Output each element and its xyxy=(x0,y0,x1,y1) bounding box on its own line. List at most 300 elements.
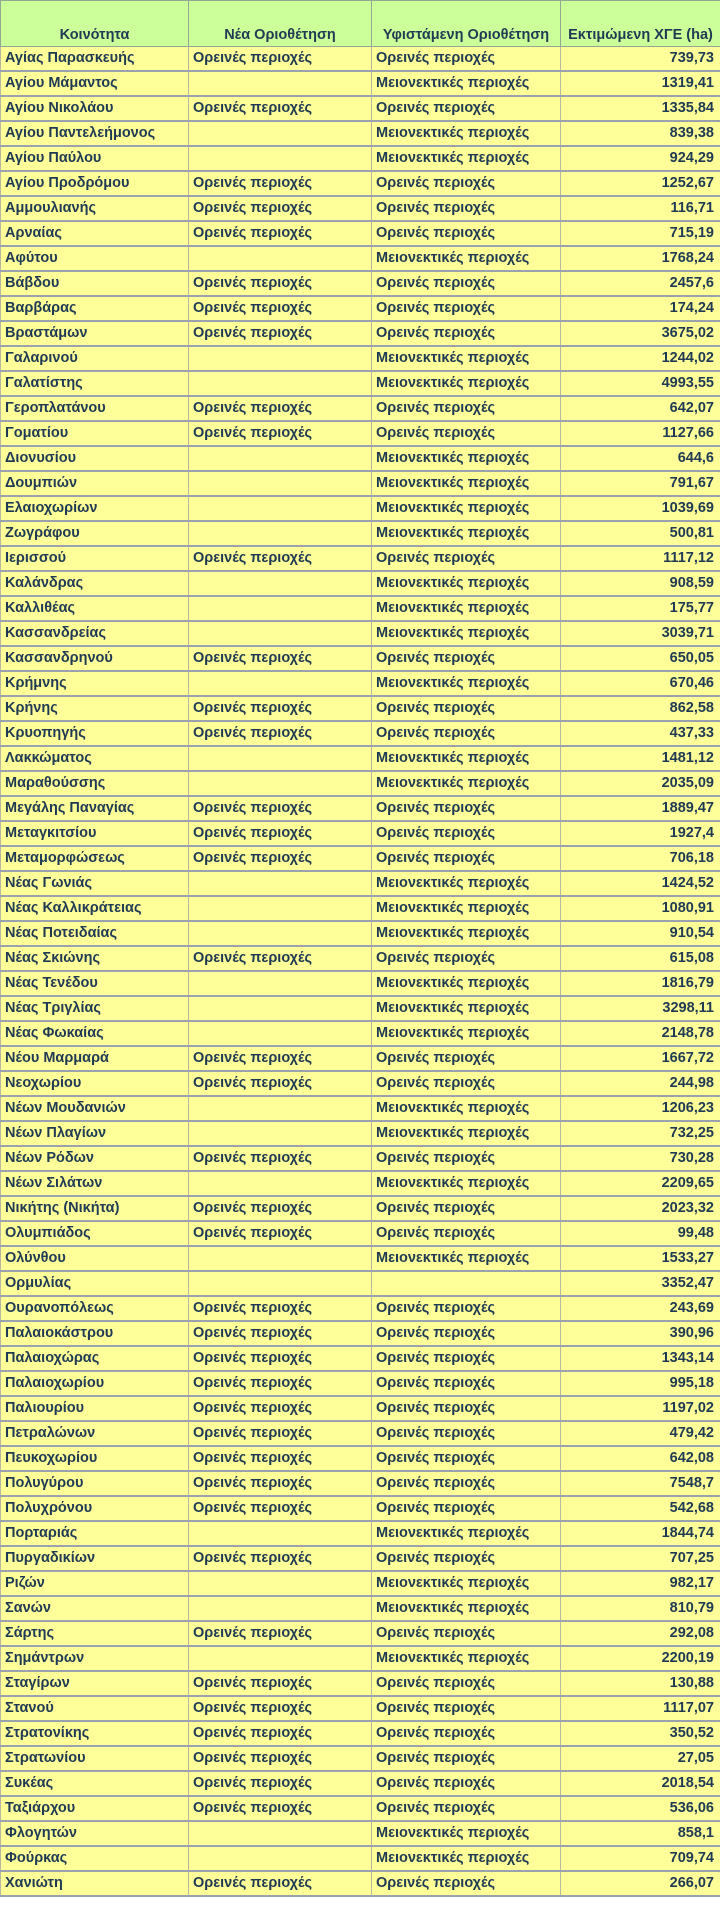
cell-existing-zoning[interactable]: Ορεινές περιοχές xyxy=(372,1771,561,1796)
cell-community[interactable]: Νέας Τριγλίας xyxy=(1,996,189,1021)
cell-existing-zoning[interactable]: Μειονεκτικές περιοχές xyxy=(372,1096,561,1121)
cell-new-zoning[interactable]: Ορεινές περιοχές xyxy=(189,1696,372,1721)
cell-existing-zoning[interactable]: Ορεινές περιοχές xyxy=(372,396,561,421)
cell-existing-zoning[interactable]: Ορεινές περιοχές xyxy=(372,1046,561,1071)
cell-existing-zoning[interactable]: Μειονεκτικές περιοχές xyxy=(372,521,561,546)
cell-community[interactable]: Σημάντρων xyxy=(1,1646,189,1671)
cell-area[interactable]: 650,05 xyxy=(561,646,720,671)
cell-existing-zoning[interactable]: Ορεινές περιοχές xyxy=(372,1621,561,1646)
cell-area[interactable]: 3039,71 xyxy=(561,621,720,646)
cell-area[interactable]: 390,96 xyxy=(561,1321,720,1346)
cell-area[interactable]: 739,73 xyxy=(561,47,720,72)
cell-existing-zoning[interactable]: Ορεινές περιοχές xyxy=(372,821,561,846)
cell-area[interactable]: 839,38 xyxy=(561,121,720,146)
cell-existing-zoning[interactable]: Ορεινές περιοχές xyxy=(372,696,561,721)
cell-area[interactable]: 1117,12 xyxy=(561,546,720,571)
cell-area[interactable]: 1533,27 xyxy=(561,1246,720,1271)
cell-area[interactable]: 2018,54 xyxy=(561,1771,720,1796)
cell-new-zoning[interactable] xyxy=(189,371,372,396)
cell-area[interactable]: 862,58 xyxy=(561,696,720,721)
cell-area[interactable]: 995,18 xyxy=(561,1371,720,1396)
cell-area[interactable]: 1080,91 xyxy=(561,896,720,921)
cell-community[interactable]: Φλογητών xyxy=(1,1821,189,1846)
cell-existing-zoning[interactable]: Ορεινές περιοχές xyxy=(372,796,561,821)
header-existing-zoning[interactable]: Υφιστάμενη Οριοθέτηση xyxy=(372,1,561,47)
header-community[interactable]: Κοινότητα xyxy=(1,1,189,47)
cell-area[interactable]: 644,6 xyxy=(561,446,720,471)
cell-area[interactable]: 924,29 xyxy=(561,146,720,171)
cell-area[interactable]: 479,42 xyxy=(561,1421,720,1446)
cell-existing-zoning[interactable]: Ορεινές περιοχές xyxy=(372,1496,561,1521)
cell-community[interactable]: Νέων Ρόδων xyxy=(1,1146,189,1171)
cell-community[interactable]: Νέας Σκιώνης xyxy=(1,946,189,971)
cell-existing-zoning[interactable]: Μειονεκτικές περιοχές xyxy=(372,1246,561,1271)
cell-community[interactable]: Ουρανοπόλεως xyxy=(1,1296,189,1321)
cell-community[interactable]: Ιερισσού xyxy=(1,546,189,571)
cell-community[interactable]: Σάρτης xyxy=(1,1621,189,1646)
cell-area[interactable]: 244,98 xyxy=(561,1071,720,1096)
cell-area[interactable]: 266,07 xyxy=(561,1871,720,1896)
cell-new-zoning[interactable] xyxy=(189,1821,372,1846)
cell-new-zoning[interactable]: Ορεινές περιοχές xyxy=(189,696,372,721)
cell-new-zoning[interactable] xyxy=(189,346,372,371)
cell-existing-zoning[interactable]: Μειονεκτικές περιοχές xyxy=(372,71,561,96)
cell-community[interactable]: Αγίου Παύλου xyxy=(1,146,189,171)
cell-existing-zoning[interactable]: Ορεινές περιοχές xyxy=(372,1721,561,1746)
cell-existing-zoning[interactable] xyxy=(372,1271,561,1296)
cell-new-zoning[interactable]: Ορεινές περιοχές xyxy=(189,1746,372,1771)
cell-existing-zoning[interactable]: Μειονεκτικές περιοχές xyxy=(372,571,561,596)
cell-community[interactable]: Νέας Γωνιάς xyxy=(1,871,189,896)
cell-community[interactable]: Παλαιοκάστρου xyxy=(1,1321,189,1346)
cell-existing-zoning[interactable]: Μειονεκτικές περιοχές xyxy=(372,146,561,171)
cell-community[interactable]: Νέας Καλλικράτειας xyxy=(1,896,189,921)
cell-area[interactable]: 615,08 xyxy=(561,946,720,971)
cell-area[interactable]: 642,08 xyxy=(561,1446,720,1471)
cell-new-zoning[interactable]: Ορεινές περιοχές xyxy=(189,721,372,746)
cell-community[interactable]: Καλάνδρας xyxy=(1,571,189,596)
cell-community[interactable]: Ολυμπιάδος xyxy=(1,1221,189,1246)
cell-new-zoning[interactable]: Ορεινές περιοχές xyxy=(189,1071,372,1096)
cell-existing-zoning[interactable]: Ορεινές περιοχές xyxy=(372,196,561,221)
cell-community[interactable]: Νεοχωρίου xyxy=(1,1071,189,1096)
cell-area[interactable]: 2023,32 xyxy=(561,1196,720,1221)
cell-area[interactable]: 1319,41 xyxy=(561,71,720,96)
cell-community[interactable]: Αρναίας xyxy=(1,221,189,246)
cell-new-zoning[interactable] xyxy=(189,246,372,271)
cell-community[interactable]: Πετραλώνων xyxy=(1,1421,189,1446)
cell-existing-zoning[interactable]: Μειονεκτικές περιοχές xyxy=(372,1646,561,1671)
cell-area[interactable]: 1481,12 xyxy=(561,746,720,771)
cell-existing-zoning[interactable]: Ορεινές περιοχές xyxy=(372,1871,561,1896)
cell-new-zoning[interactable]: Ορεινές περιοχές xyxy=(189,421,372,446)
cell-community[interactable]: Νέων Σιλάτων xyxy=(1,1171,189,1196)
cell-community[interactable]: Πολυγύρου xyxy=(1,1471,189,1496)
cell-new-zoning[interactable]: Ορεινές περιοχές xyxy=(189,646,372,671)
cell-community[interactable]: Χανιώτη xyxy=(1,1871,189,1896)
cell-existing-zoning[interactable]: Μειονεκτικές περιοχές xyxy=(372,1846,561,1871)
cell-area[interactable]: 982,17 xyxy=(561,1571,720,1596)
cell-area[interactable]: 99,48 xyxy=(561,1221,720,1246)
cell-area[interactable]: 3298,11 xyxy=(561,996,720,1021)
cell-community[interactable]: Αγίου Μάμαντος xyxy=(1,71,189,96)
cell-community[interactable]: Αγίου Νικολάου xyxy=(1,96,189,121)
cell-new-zoning[interactable] xyxy=(189,746,372,771)
cell-community[interactable]: Νέου Μαρμαρά xyxy=(1,1046,189,1071)
cell-new-zoning[interactable] xyxy=(189,1096,372,1121)
cell-existing-zoning[interactable]: Μειονεκτικές περιοχές xyxy=(372,246,561,271)
cell-new-zoning[interactable]: Ορεινές περιοχές xyxy=(189,1496,372,1521)
cell-existing-zoning[interactable]: Ορεινές περιοχές xyxy=(372,171,561,196)
cell-new-zoning[interactable] xyxy=(189,1271,372,1296)
cell-community[interactable]: Πευκοχωρίου xyxy=(1,1446,189,1471)
cell-existing-zoning[interactable]: Ορεινές περιοχές xyxy=(372,1146,561,1171)
cell-existing-zoning[interactable]: Μειονεκτικές περιοχές xyxy=(372,1596,561,1621)
header-area[interactable]: Εκτιμώμενη ΧΓΕ (ha) xyxy=(561,1,720,47)
cell-area[interactable]: 1335,84 xyxy=(561,96,720,121)
cell-community[interactable]: Φούρκας xyxy=(1,1846,189,1871)
cell-area[interactable]: 1127,66 xyxy=(561,421,720,446)
cell-existing-zoning[interactable]: Ορεινές περιοχές xyxy=(372,421,561,446)
cell-community[interactable]: Μεγάλης Παναγίας xyxy=(1,796,189,821)
cell-new-zoning[interactable]: Ορεινές περιοχές xyxy=(189,1621,372,1646)
cell-area[interactable]: 709,74 xyxy=(561,1846,720,1871)
cell-area[interactable]: 116,71 xyxy=(561,196,720,221)
cell-new-zoning[interactable] xyxy=(189,121,372,146)
cell-community[interactable]: Κασσανδρηνού xyxy=(1,646,189,671)
cell-area[interactable]: 175,77 xyxy=(561,596,720,621)
cell-existing-zoning[interactable]: Μειονεκτικές περιοχές xyxy=(372,871,561,896)
cell-existing-zoning[interactable]: Μειονεκτικές περιοχές xyxy=(372,771,561,796)
cell-area[interactable]: 1424,52 xyxy=(561,871,720,896)
cell-existing-zoning[interactable]: Μειονεκτικές περιοχές xyxy=(372,746,561,771)
cell-area[interactable]: 500,81 xyxy=(561,521,720,546)
cell-new-zoning[interactable] xyxy=(189,71,372,96)
cell-new-zoning[interactable] xyxy=(189,471,372,496)
cell-community[interactable]: Πορταριάς xyxy=(1,1521,189,1546)
cell-community[interactable]: Ολύνθου xyxy=(1,1246,189,1271)
cell-community[interactable]: Γαλαρινού xyxy=(1,346,189,371)
cell-new-zoning[interactable]: Ορεινές περιοχές xyxy=(189,1671,372,1696)
cell-area[interactable]: 2148,78 xyxy=(561,1021,720,1046)
cell-area[interactable]: 130,88 xyxy=(561,1671,720,1696)
cell-existing-zoning[interactable]: Μειονεκτικές περιοχές xyxy=(372,896,561,921)
cell-new-zoning[interactable]: Ορεινές περιοχές xyxy=(189,846,372,871)
cell-community[interactable]: Αγίου Προδρόμου xyxy=(1,171,189,196)
cell-existing-zoning[interactable]: Μειονεκτικές περιοχές xyxy=(372,446,561,471)
cell-community[interactable]: Νέων Μουδανιών xyxy=(1,1096,189,1121)
cell-community[interactable]: Σανών xyxy=(1,1596,189,1621)
cell-community[interactable]: Σταγίρων xyxy=(1,1671,189,1696)
cell-new-zoning[interactable] xyxy=(189,1646,372,1671)
cell-new-zoning[interactable]: Ορεινές περιοχές xyxy=(189,96,372,121)
cell-area[interactable]: 1844,74 xyxy=(561,1521,720,1546)
cell-community[interactable]: Ορμυλίας xyxy=(1,1271,189,1296)
cell-new-zoning[interactable]: Ορεινές περιοχές xyxy=(189,546,372,571)
cell-new-zoning[interactable] xyxy=(189,596,372,621)
cell-area[interactable]: 243,69 xyxy=(561,1296,720,1321)
cell-existing-zoning[interactable]: Ορεινές περιοχές xyxy=(372,1671,561,1696)
cell-new-zoning[interactable]: Ορεινές περιοχές xyxy=(189,1471,372,1496)
cell-community[interactable]: Νέων Πλαγίων xyxy=(1,1121,189,1146)
cell-new-zoning[interactable] xyxy=(189,521,372,546)
cell-existing-zoning[interactable]: Μειονεκτικές περιοχές xyxy=(372,1021,561,1046)
cell-area[interactable]: 908,59 xyxy=(561,571,720,596)
cell-existing-zoning[interactable]: Ορεινές περιοχές xyxy=(372,1296,561,1321)
cell-new-zoning[interactable]: Ορεινές περιοχές xyxy=(189,196,372,221)
cell-existing-zoning[interactable]: Ορεινές περιοχές xyxy=(372,321,561,346)
cell-existing-zoning[interactable]: Ορεινές περιοχές xyxy=(372,1071,561,1096)
cell-community[interactable]: Διονυσίου xyxy=(1,446,189,471)
cell-area[interactable]: 1667,72 xyxy=(561,1046,720,1071)
cell-area[interactable]: 706,18 xyxy=(561,846,720,871)
cell-new-zoning[interactable]: Ορεινές περιοχές xyxy=(189,396,372,421)
cell-existing-zoning[interactable]: Ορεινές περιοχές xyxy=(372,1421,561,1446)
cell-existing-zoning[interactable]: Ορεινές περιοχές xyxy=(372,1471,561,1496)
cell-community[interactable]: Στρατονίκης xyxy=(1,1721,189,1746)
cell-existing-zoning[interactable]: Ορεινές περιοχές xyxy=(372,1371,561,1396)
cell-community[interactable]: Κασσανδρείας xyxy=(1,621,189,646)
cell-existing-zoning[interactable]: Μειονεκτικές περιοχές xyxy=(372,121,561,146)
cell-community[interactable]: Πολυχρόνου xyxy=(1,1496,189,1521)
cell-existing-zoning[interactable]: Ορεινές περιοχές xyxy=(372,946,561,971)
cell-new-zoning[interactable]: Ορεινές περιοχές xyxy=(189,1721,372,1746)
cell-area[interactable]: 732,25 xyxy=(561,1121,720,1146)
cell-area[interactable]: 858,1 xyxy=(561,1821,720,1846)
cell-area[interactable]: 3352,47 xyxy=(561,1271,720,1296)
cell-area[interactable]: 1889,47 xyxy=(561,796,720,821)
cell-existing-zoning[interactable]: Μειονεκτικές περιοχές xyxy=(372,621,561,646)
cell-community[interactable]: Μαραθούσσης xyxy=(1,771,189,796)
cell-community[interactable]: Γοματίου xyxy=(1,421,189,446)
cell-new-zoning[interactable] xyxy=(189,1246,372,1271)
cell-existing-zoning[interactable]: Μειονεκτικές περιοχές xyxy=(372,496,561,521)
cell-existing-zoning[interactable]: Μειονεκτικές περιοχές xyxy=(372,1571,561,1596)
cell-existing-zoning[interactable]: Ορεινές περιοχές xyxy=(372,1346,561,1371)
cell-existing-zoning[interactable]: Ορεινές περιοχές xyxy=(372,721,561,746)
cell-area[interactable]: 810,79 xyxy=(561,1596,720,1621)
cell-new-zoning[interactable]: Ορεινές περιοχές xyxy=(189,1296,372,1321)
cell-area[interactable]: 174,24 xyxy=(561,296,720,321)
cell-existing-zoning[interactable]: Ορεινές περιοχές xyxy=(372,1796,561,1821)
cell-community[interactable]: Γαλατίστης xyxy=(1,371,189,396)
cell-community[interactable]: Στανού xyxy=(1,1696,189,1721)
cell-community[interactable]: Νέας Φωκαίας xyxy=(1,1021,189,1046)
cell-new-zoning[interactable] xyxy=(189,971,372,996)
cell-community[interactable]: Παλιουρίου xyxy=(1,1396,189,1421)
cell-community[interactable]: Κρήμνης xyxy=(1,671,189,696)
cell-new-zoning[interactable]: Ορεινές περιοχές xyxy=(189,1421,372,1446)
cell-existing-zoning[interactable]: Ορεινές περιοχές xyxy=(372,846,561,871)
cell-community[interactable]: Μεταμορφώσεως xyxy=(1,846,189,871)
cell-existing-zoning[interactable]: Μειονεκτικές περιοχές xyxy=(372,996,561,1021)
cell-area[interactable]: 27,05 xyxy=(561,1746,720,1771)
cell-area[interactable]: 1927,4 xyxy=(561,821,720,846)
cell-existing-zoning[interactable]: Μειονεκτικές περιοχές xyxy=(372,346,561,371)
cell-new-zoning[interactable]: Ορεινές περιοχές xyxy=(189,946,372,971)
cell-area[interactable]: 1768,24 xyxy=(561,246,720,271)
cell-new-zoning[interactable]: Ορεινές περιοχές xyxy=(189,1871,372,1896)
cell-community[interactable]: Μεταγκιτσίου xyxy=(1,821,189,846)
cell-existing-zoning[interactable]: Μειονεκτικές περιοχές xyxy=(372,671,561,696)
cell-community[interactable]: Δουμπιών xyxy=(1,471,189,496)
cell-area[interactable]: 642,07 xyxy=(561,396,720,421)
cell-community[interactable]: Ταξιάρχου xyxy=(1,1796,189,1821)
cell-area[interactable]: 1816,79 xyxy=(561,971,720,996)
cell-new-zoning[interactable]: Ορεινές περιοχές xyxy=(189,1396,372,1421)
cell-community[interactable]: Βραστάμων xyxy=(1,321,189,346)
cell-existing-zoning[interactable]: Ορεινές περιοχές xyxy=(372,1196,561,1221)
cell-existing-zoning[interactable]: Ορεινές περιοχές xyxy=(372,1396,561,1421)
cell-new-zoning[interactable]: Ορεινές περιοχές xyxy=(189,1146,372,1171)
cell-new-zoning[interactable] xyxy=(189,1171,372,1196)
cell-existing-zoning[interactable]: Μειονεκτικές περιοχές xyxy=(372,1521,561,1546)
cell-new-zoning[interactable]: Ορεινές περιοχές xyxy=(189,1546,372,1571)
cell-community[interactable]: Πυργαδικίων xyxy=(1,1546,189,1571)
cell-new-zoning[interactable]: Ορεινές περιοχές xyxy=(189,821,372,846)
cell-existing-zoning[interactable]: Ορεινές περιοχές xyxy=(372,646,561,671)
cell-existing-zoning[interactable]: Ορεινές περιοχές xyxy=(372,1446,561,1471)
cell-area[interactable]: 1206,23 xyxy=(561,1096,720,1121)
cell-new-zoning[interactable] xyxy=(189,571,372,596)
cell-new-zoning[interactable]: Ορεινές περιοχές xyxy=(189,1346,372,1371)
cell-existing-zoning[interactable]: Μειονεκτικές περιοχές xyxy=(372,1821,561,1846)
cell-area[interactable]: 1343,14 xyxy=(561,1346,720,1371)
cell-new-zoning[interactable]: Ορεινές περιοχές xyxy=(189,321,372,346)
cell-new-zoning[interactable] xyxy=(189,1596,372,1621)
cell-community[interactable]: Αγίου Παντελεήμονος xyxy=(1,121,189,146)
cell-existing-zoning[interactable]: Ορεινές περιοχές xyxy=(372,1321,561,1346)
cell-community[interactable]: Αγίας Παρασκευής xyxy=(1,47,189,72)
cell-new-zoning[interactable]: Ορεινές περιοχές xyxy=(189,1221,372,1246)
cell-area[interactable]: 350,52 xyxy=(561,1721,720,1746)
cell-new-zoning[interactable]: Ορεινές περιοχές xyxy=(189,1196,372,1221)
cell-existing-zoning[interactable]: Ορεινές περιοχές xyxy=(372,1546,561,1571)
cell-area[interactable]: 2035,09 xyxy=(561,771,720,796)
cell-community[interactable]: Αμμουλιανής xyxy=(1,196,189,221)
cell-new-zoning[interactable] xyxy=(189,996,372,1021)
cell-new-zoning[interactable] xyxy=(189,771,372,796)
cell-existing-zoning[interactable]: Ορεινές περιοχές xyxy=(372,221,561,246)
cell-area[interactable]: 715,19 xyxy=(561,221,720,246)
cell-existing-zoning[interactable]: Μειονεκτικές περιοχές xyxy=(372,371,561,396)
cell-community[interactable]: Παλαιοχωρίου xyxy=(1,1371,189,1396)
cell-area[interactable]: 707,25 xyxy=(561,1546,720,1571)
cell-existing-zoning[interactable]: Μειονεκτικές περιοχές xyxy=(372,1121,561,1146)
cell-community[interactable]: Ριζών xyxy=(1,1571,189,1596)
cell-area[interactable]: 1117,07 xyxy=(561,1696,720,1721)
cell-area[interactable]: 730,28 xyxy=(561,1146,720,1171)
cell-community[interactable]: Ζωγράφου xyxy=(1,521,189,546)
cell-existing-zoning[interactable]: Μειονεκτικές περιοχές xyxy=(372,1171,561,1196)
cell-new-zoning[interactable]: Ορεινές περιοχές xyxy=(189,1321,372,1346)
cell-new-zoning[interactable]: Ορεινές περιοχές xyxy=(189,221,372,246)
cell-community[interactable]: Στρατωνίου xyxy=(1,1746,189,1771)
cell-area[interactable]: 791,67 xyxy=(561,471,720,496)
cell-existing-zoning[interactable]: Μειονεκτικές περιοχές xyxy=(372,921,561,946)
cell-new-zoning[interactable]: Ορεινές περιοχές xyxy=(189,47,372,72)
cell-existing-zoning[interactable]: Μειονεκτικές περιοχές xyxy=(372,471,561,496)
cell-community[interactable]: Ελαιοχωρίων xyxy=(1,496,189,521)
cell-community[interactable]: Συκέας xyxy=(1,1771,189,1796)
cell-community[interactable]: Αφύτου xyxy=(1,246,189,271)
cell-community[interactable]: Καλλιθέας xyxy=(1,596,189,621)
cell-existing-zoning[interactable]: Μειονεκτικές περιοχές xyxy=(372,596,561,621)
cell-area[interactable]: 536,06 xyxy=(561,1796,720,1821)
cell-existing-zoning[interactable]: Μειονεκτικές περιοχές xyxy=(372,971,561,996)
cell-new-zoning[interactable] xyxy=(189,1846,372,1871)
cell-area[interactable]: 3675,02 xyxy=(561,321,720,346)
cell-existing-zoning[interactable]: Ορεινές περιοχές xyxy=(372,296,561,321)
cell-new-zoning[interactable] xyxy=(189,896,372,921)
cell-new-zoning[interactable] xyxy=(189,1121,372,1146)
cell-existing-zoning[interactable]: Ορεινές περιοχές xyxy=(372,1746,561,1771)
cell-existing-zoning[interactable]: Ορεινές περιοχές xyxy=(372,1696,561,1721)
cell-community[interactable]: Λακκώματος xyxy=(1,746,189,771)
header-new-zoning[interactable]: Νέα Οριοθέτηση xyxy=(189,1,372,47)
cell-new-zoning[interactable]: Ορεινές περιοχές xyxy=(189,796,372,821)
cell-existing-zoning[interactable]: Ορεινές περιοχές xyxy=(372,96,561,121)
cell-new-zoning[interactable] xyxy=(189,671,372,696)
cell-community[interactable]: Νέας Τενέδου xyxy=(1,971,189,996)
cell-new-zoning[interactable]: Ορεινές περιοχές xyxy=(189,1046,372,1071)
cell-existing-zoning[interactable]: Ορεινές περιοχές xyxy=(372,47,561,72)
cell-new-zoning[interactable] xyxy=(189,496,372,521)
cell-new-zoning[interactable] xyxy=(189,1571,372,1596)
cell-new-zoning[interactable] xyxy=(189,1521,372,1546)
cell-new-zoning[interactable]: Ορεινές περιοχές xyxy=(189,1446,372,1471)
cell-new-zoning[interactable] xyxy=(189,146,372,171)
cell-community[interactable]: Νικήτης (Νικήτα) xyxy=(1,1196,189,1221)
cell-new-zoning[interactable] xyxy=(189,446,372,471)
cell-area[interactable]: 4993,55 xyxy=(561,371,720,396)
cell-existing-zoning[interactable]: Ορεινές περιοχές xyxy=(372,1221,561,1246)
cell-community[interactable]: Κρήνης xyxy=(1,696,189,721)
cell-area[interactable]: 292,08 xyxy=(561,1621,720,1646)
cell-area[interactable]: 542,68 xyxy=(561,1496,720,1521)
cell-area[interactable]: 1039,69 xyxy=(561,496,720,521)
cell-new-zoning[interactable]: Ορεινές περιοχές xyxy=(189,271,372,296)
cell-community[interactable]: Νέας Ποτειδαίας xyxy=(1,921,189,946)
cell-new-zoning[interactable] xyxy=(189,1021,372,1046)
cell-community[interactable]: Βαρβάρας xyxy=(1,296,189,321)
cell-area[interactable]: 1197,02 xyxy=(561,1396,720,1421)
cell-area[interactable]: 437,33 xyxy=(561,721,720,746)
cell-new-zoning[interactable] xyxy=(189,921,372,946)
cell-area[interactable]: 1244,02 xyxy=(561,346,720,371)
cell-area[interactable]: 2200,19 xyxy=(561,1646,720,1671)
cell-area[interactable]: 670,46 xyxy=(561,671,720,696)
cell-community[interactable]: Κρυοπηγής xyxy=(1,721,189,746)
cell-area[interactable]: 2457,6 xyxy=(561,271,720,296)
cell-existing-zoning[interactable]: Ορεινές περιοχές xyxy=(372,546,561,571)
cell-new-zoning[interactable] xyxy=(189,621,372,646)
cell-community[interactable]: Γεροπλατάνου xyxy=(1,396,189,421)
cell-new-zoning[interactable]: Ορεινές περιοχές xyxy=(189,171,372,196)
cell-area[interactable]: 910,54 xyxy=(561,921,720,946)
cell-area[interactable]: 2209,65 xyxy=(561,1171,720,1196)
cell-new-zoning[interactable]: Ορεινές περιοχές xyxy=(189,1796,372,1821)
cell-new-zoning[interactable]: Ορεινές περιοχές xyxy=(189,1371,372,1396)
cell-new-zoning[interactable]: Ορεινές περιοχές xyxy=(189,1771,372,1796)
cell-new-zoning[interactable] xyxy=(189,871,372,896)
cell-community[interactable]: Παλαιοχώρας xyxy=(1,1346,189,1371)
cell-new-zoning[interactable]: Ορεινές περιοχές xyxy=(189,296,372,321)
cell-area[interactable]: 1252,67 xyxy=(561,171,720,196)
cell-area[interactable]: 7548,7 xyxy=(561,1471,720,1496)
cell-existing-zoning[interactable]: Ορεινές περιοχές xyxy=(372,271,561,296)
cell-community[interactable]: Βάβδου xyxy=(1,271,189,296)
